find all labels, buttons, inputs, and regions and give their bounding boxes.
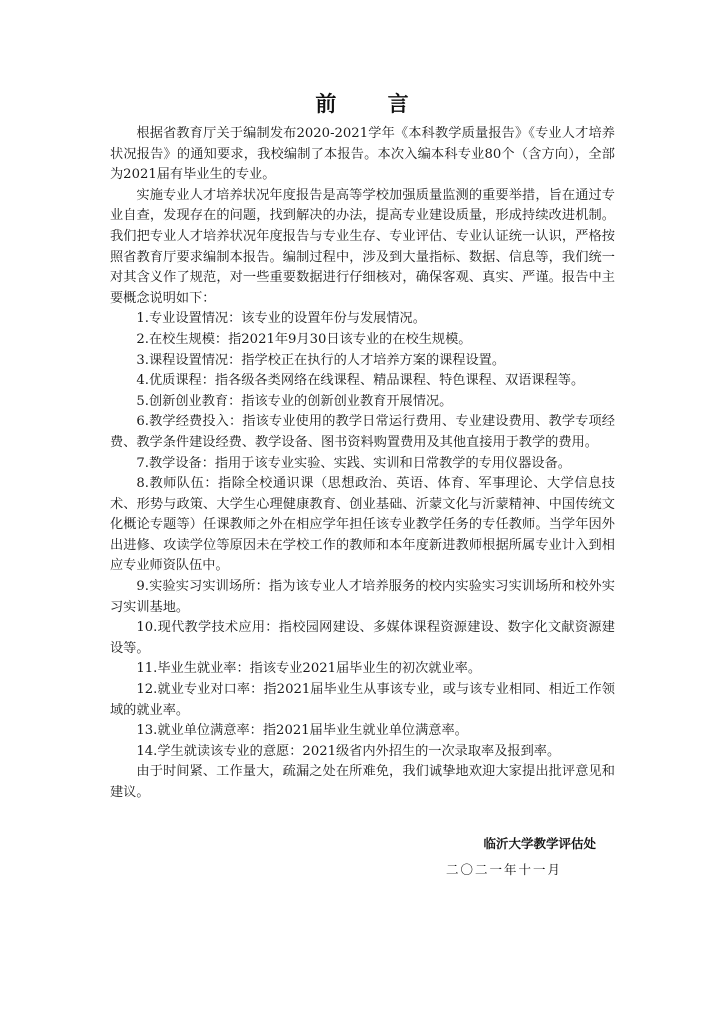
paragraph: 6.教学经费投入：指该专业使用的教学日常运行费用、专业建设费用、教学专项经费、教学条件建设经费、教学设备、图书资料购置费用及其他直接用于教学的费用。 xyxy=(110,414,615,450)
paragraph: 12.就业专业对口率：指2021届毕业生从事该专业，或与该专业相同、相近工作领域的就业率。 xyxy=(110,682,615,718)
paragraph: 14.学生就读该专业的意愿：2021级省内外招生的一次录取率及报到率。 xyxy=(136,743,561,759)
signature-date: 二〇二一年十一月 xyxy=(445,862,562,877)
paragraph: 3.课程设置情况：指学校正在执行的人才培养方案的课程设置。 xyxy=(136,352,506,368)
paragraph: 根据省教育厅关于编制发布2020-2021学年《本科教学质量报告》《专业人才培养状况报告》的通知要求，我校编制了本报告。本次入编本科专业80个（含方向），全部为2021届有毕业生的专业。 xyxy=(110,126,615,183)
body-text xyxy=(110,124,615,804)
paragraph: 10.现代教学技术应用：指校园网建设、多媒体课程资源建设、数字化文献资源建设等。 xyxy=(110,620,615,656)
page-title: 前 言 xyxy=(315,92,431,116)
paragraph: 4.优质课程：指各级各类网络在线课程、精品课程、特色课程、双语课程等。 xyxy=(136,373,585,389)
paragraph: 1.专业设置情况：该专业的设置年份与发展情况。 xyxy=(136,311,426,327)
paragraph: 2.在校生规模：指2021年9月30日该专业的在校生规模。 xyxy=(136,331,472,347)
paragraph: 8.教师队伍：指除全校通识课（思想政治、英语、体育、军事理论、大学信息技术、形势与政策、大学生心理健康教育、创业基础、沂蒙文化与沂蒙精神、中国传统文化概论专题等）任课教师之外在相应学年担任该专业教学任务的专任教师。当学年因外出进修、攻读学位等原因未在学校工作的教师和本年度新进教师根据所属专业计入到相应专业师资队伍中。 xyxy=(110,476,615,574)
paragraph: 5.创新创业教育：指该专业的创新创业教育开展情况。 xyxy=(136,393,453,409)
paragraph: 实施专业人才培养状况年度报告是高等学校加强质量监测的重要举措，旨在通过专业自查，发现存在的问题，找到解决的办法，提高专业建设质量，形成持续改进机制。我们把专业人才培养状况年度报告与专业生存、专业评估、专业认证统一认识，严格按照省教育厅要求编制本报告。编制过程中，涉及到大量指标、数据、信息等，我们统一对其含义作了规范，对一些重要数据进行仔细核对，确保客观、真实、严谨。报告中主要概念说明如下： xyxy=(110,187,615,306)
paragraph: 由于时间紧、工作量大，疏漏之处在所难免，我们诚挚地欢迎大家提出批评意见和建议。 xyxy=(110,764,615,800)
paragraph: 7.教学设备：指用于该专业实验、实践、实训和日常教学的专用仪器设备。 xyxy=(136,455,571,471)
paragraph: 13.就业单位满意率：指2021届毕业生就业单位满意率。 xyxy=(136,723,468,739)
paragraph: 11.毕业生就业率：指该专业2021届毕业生的初次就业率。 xyxy=(136,661,482,677)
paragraph: 9.实验实习实训场所：指为该专业人才培养服务的校内实验实习实训场所和校外实习实训基地。 xyxy=(110,579,615,615)
signature-organization: 临沂大学教学评估处 xyxy=(483,836,596,851)
